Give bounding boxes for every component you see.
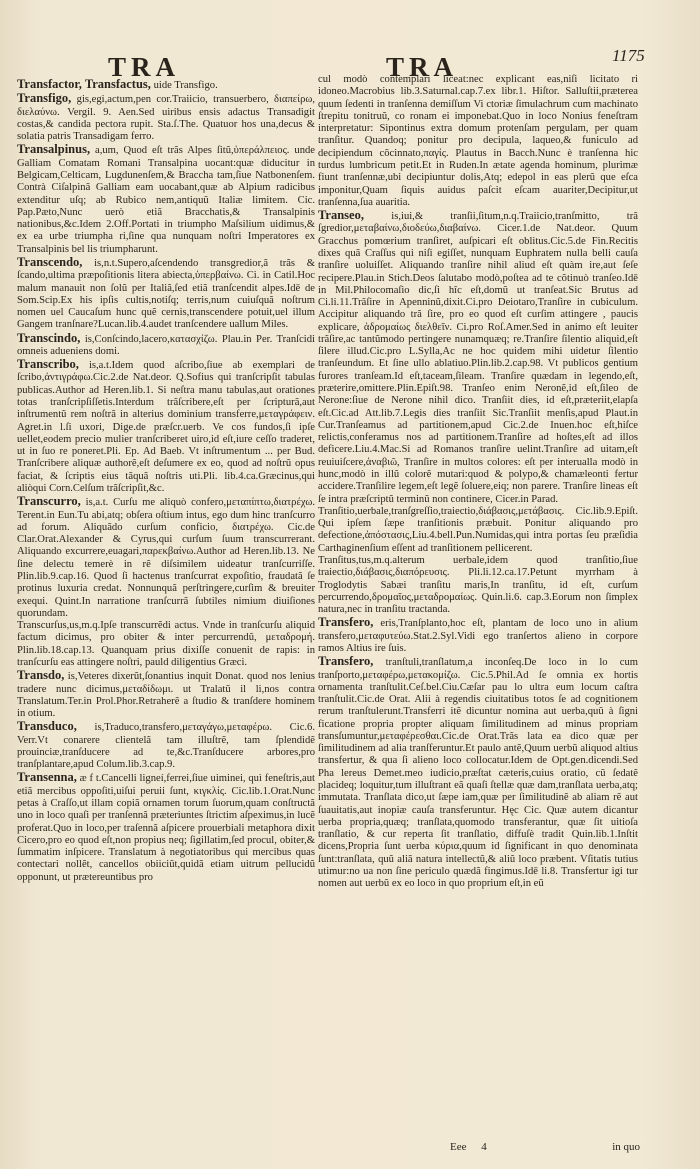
entry-text: tranſtuli,tranſlatum,a inconſeq.De loco in lo cum tranſporto,μεταφέρω,μετακομίζω. Cic.5.Phil.Ad ſe omnia ex hortis ornamenta tranſtulit.Ceſ.bel.Ciu.Cæſar pau lo ultra eum locum caſtra tranſtulit.Cic.de Orat. Alii à regendis ciuitatibus totos ſe ad cognitionem rerum tranſtulerunt.Transferri itẽ dicuntur nomina aut uerba,quũ à ſigni ficatione propria propter aliquam ſimilitudinem ad minus propriam transſumuntur,μεταφέρεσθαι.Cic.de Orat.Trãs lata ea dico quæ per ſimilitudinem ad alia tranſferuntur.Et paulo antẽ,Quum uerbũ aliquod altius transfertur, & qua ſi alieno loco collocatur.Idem de Opt.gen.dicendi.Sed Pha lereus Demet.meo iudicio,præſtat cæteris,cuius oratio, cũ ſedatẽ placideq; loquitur,tum illuſtrant eã quaſi ſtellæ quæ dam,tranſlata uerba,atq; immutata. Tranſlata dico,ut ſæpe iam,quæ per ſimilitudinẽ ab aliam rẽ aut ſuauitatis,aut inopiæ cauſa transferuntur. Hęc Cic. Quæ autem dicantur uerba propria,quæq; tranſlata,quomodo transferantur, quæ ſit uitioſa tranſlatio, & cur reperta ſit tranſlatio, diffuſè tradit Quin.lib.1.Inſtit dicens,Propria ſunt uerba κύρια,quum id ſignificant in quo denominata ſunt:tranſlata, quũ aliã natura intellectũ,& aliũ loco præbent. Vſitatis tutius utimur:no ua non ſine periculo quædã fingimus.Idē li.8. Transfertur igi tur nomen aut uerbũ ex eo loco in quo proprium eſt,in eũ xyxy=(318,657,638,890)
entry-lemma: Transdo, xyxy=(17,668,65,683)
running-head-right: TRA xyxy=(386,52,459,82)
entry-text: is,a.t.Idem quod aſcribo,ſiue ab exemplari de ſcribo,ἀντιγράφω.Cic.2.de Nat.deor. Q.Sofius qui tranſcripſit tabulas publicas.Author ad Heren.lib.1. Si neſtra manu tabulas,aut orationes totas tranſcripſiſſetis.Interdum trãſcribere,eſt per ſcripturã,aut inſtrumentũ rem noſtrã in alterius dominium transferre,μεταγράφειν. Agret.in l.ſi uxori, Dige.de præſcr.uerb. Ve cos fundos,ſi ipſe uellet,eodem precio mulier tranſcriberet uiro,id eſt,iure ceſſo traderet, ut in ſuo re poneret.Pli. Ep. Ad Baeb. Vt inſtrumentum ... per Bud. Tranſcribere aliquæ authorẽ,eſt deſumere ex eo, quod ad noſtrũ opus faciat, & ſcriptis eius tãquã noſtris uti.Pli. lib.4.ca.Græcinus,qui aliòqui Corn.Celſum trãſcripſit,&c. xyxy=(17,360,315,494)
dictionary-entry xyxy=(17,256,315,332)
catchword: in quo xyxy=(612,1141,640,1153)
entry-lemma: Transcindo, xyxy=(17,330,81,345)
dictionary-entry xyxy=(17,720,315,771)
page-footer xyxy=(450,1141,640,1153)
entry-text: Tranſitio,uerbale,tranſgreſſio,traiectio,διάβασις,μετάβασις. Cic.lib.9.Epiſt. Qui ipſem ſæpe tranſitionis præbuit. Ponitur aliquando pro defectione,ἀπόστασις,Liu.4.bell.Pun.Numidas,qui intra portas ſeu præſidia Carthaginenſium eſſent ad tranſitionem pellicerent. xyxy=(318,505,638,554)
dictionary-entry xyxy=(17,78,315,92)
entry-lemma: Transcurro, xyxy=(17,494,81,509)
entry-lemma: Transfactor, Transfactus, xyxy=(17,77,151,91)
entry-text: is,Conſcindo,lacero,κατασχίζω. Plau.in Per. Tranſcidi omneis adueniens domi. xyxy=(17,333,315,357)
dictionary-entry xyxy=(17,332,315,359)
dictionary-entry xyxy=(318,555,638,616)
dictionary-entry xyxy=(318,74,638,209)
right-column xyxy=(318,74,638,891)
left-column xyxy=(17,78,315,884)
dictionary-entry xyxy=(318,616,638,655)
entry-text: a,um, Quod eſt trãs Alpes ſitũ,ὑπεράλπειος. unde Galliam Comatam Romani Transalpina uocant:quæ diducitur in Belgicam,Celticam, Lugdunenſem,& Braccha tam,ſiue Natbonenſem. Contrà Ciſalpinã Galliam eam uocabant,quæ ab Alpium radicibus extenditur uſq; ab Rubico nem,antiquũ Italiæ limitem. Cic. Pap.Pæto,Nunc uerò etiã Bracchatis,& Transalpinis nationibus,&c.Idem 2.Off.Portati in triumpho Maſsilium uidimus,& ex ea urbe triumpha ri,ſine qua nunquam noſtri Imperatores ex Transalpinis bel lis triumpharunt. xyxy=(17,145,315,255)
dictionary-entry xyxy=(17,92,315,143)
entry-text: is,n.t.Supero,aſcendendo transgredior,ã trãs & ſcando,ultima præpoſitionis litera abiecta,ὑπερβαίνω. Ci. in Catil.Hoc malum manauit non ſolũ per Italiã,ſed etiã tranſcendit alpes.Idē de Som.Scip.Ex his ipſis cultis,notiſq; terris,num cuiuſquã noſtrum nomen uel Caucaſum hunc quẽ cernis,transcendere potuit,uel illum Gangem tranſnare?Lucan.lib.4.audet tranſcendere uallum Miles. xyxy=(17,257,315,331)
entry-text: gis,egi,actum,pen cor.Traiicio, transuerbero, διαπείρω, διελαύνω. Vergil. 9. Aen.Sed uiribus ensis adactus Transadigit costas,& candida pectora rupit. Sta.ſ.The. Quatuor hos una,decus & solatia patris Transadigam ferro. xyxy=(17,94,316,143)
dictionary-entry xyxy=(318,655,638,890)
entry-text: cul modò contemplari liceat:nec explicant eas,niſi licitato ri idoneo.Macrobius lib.3.Saturnal.cap.7.ex libr.1. Hiſtor. Salluſtii,præterea quum ſedenti in tranſenna demiſſum Vi ctoriæ ſimulachrum cum machinato ſtrepitu tonitruũ, co ronam ei imponebat.Quo in loco Nonius feneſtram interpretatur: Sipontinus extra domum protenſam pergulam, per quam tranſitur. Quandoq; ponitur pro decipula, laqueo,& funiculo ad decipiendum cõcinnato,παγίς. Plautus in Bacch.Nunc è tranſenna hic turdus lumbricum petit.Et in Ruden.In ætate agenda hominum, plurimæ fiunt tranſennæ,ubi decipiuntur dolis,Atq; edepol in eas plerũ que eſca imponitur,Quam ſiquis auidus paſcit eſcam auariter,Decipitur,ut tranſenna,ſua auaritia. xyxy=(318,74,638,208)
entry-text: Tranſitus,tus,m.q.alterum uerbale,idem quod tranſitio,ſiue traiectio,διάβασις,διαπόρευσις. Pli.li.12.ca.17.Petunt myrrham à Troglodytis Sabæi tranſitu maris,In tranſitu, id eſt, curſum percurrendo,δρομαῖος,μεταδρομαίως. Quin.li.6. cap.3.Eorum non ſimplex natura,nec in tranſitu tractanda. xyxy=(318,554,638,616)
dictionary-entry xyxy=(17,358,315,495)
entry-text: is,Veteres dixerũt,ſonantius inquit Donat. quod nos lenius tradere nunc dicimus,μεταδίδωμι. ut Tralatũ il li,nos contra Translatum.Ter.in Prol.Phor.Retraherẽ a ſtudio & tranſdere hominem in otium. xyxy=(17,671,315,720)
entry-lemma: Transcendo, xyxy=(17,254,83,269)
entry-text: æ f t.Cancelli ligneí,ferrei,ſiue uiminei, quì feneſtris,aut etiã mercibus oppoſiti,uiſui peruii ſunt, κιγκλίς. Cic.lib.1.Orat.Nunc petas à Craſſo,ut illam copiã ornamen torum ſuorum,quam conſtructã uno in loco quaſi per tranſennã præteriuntes ſtrictim aſpeximus,in lucẽ proferat.Quo in loco,per traſennã aſpicere prouerbiali metaphora dixit Cicero,pro eo quod eſt,non propius neq; ſigillatim,ſed procul, obiter,& ſummatim inſpicere. Translatum à negotiatoribus qui mercibus quas contectari nollẽt, cancellos obiiciũt,quidã etiam uitrum pellucidũ opponunt, ut prætereuntibus pro xyxy=(17,773,315,883)
entry-text: Transcurſus,us,m.q.Ipſe transcurrẽdi actus. Vnde in tranſcurſu aliquid factum dicimus, pro obiter & inter percurrendũ, μεταδρομή. Plin.lib.18.cap.13. Quanquam prius dixiſſe conuenit de rapis: in tranſcurſu eas attingere noſtri, pauld diligentius Græci. xyxy=(17,620,315,668)
entry-lemma: Transcribo, xyxy=(17,357,79,372)
dictionary-entry xyxy=(318,506,638,555)
running-head-left: TRA xyxy=(108,52,181,82)
entry-lemma: Transfero, xyxy=(318,654,374,669)
dictionary-entry xyxy=(17,669,315,720)
entry-lemma: Transenna, xyxy=(17,770,77,785)
dictionary-entry xyxy=(17,620,315,669)
entry-lemma: Transalpinus, xyxy=(17,142,91,157)
entry-text: is,iui,& tranſii,ſitum,n.q.Traiicio,tranſmitto, trã ſgredior,μεταβαίνω,διοδεύω,διαβαίνω. Cicer.1.de Nat.deor. Quum Gracchus pomœrium tranſiret, auſpicari eſt oblitus.Cic.5.de Fin.Recitis dixes quã Craſſus qui niſi egiſſet, nunquam Euphratem nulla belli cauſa tranſire uoluiſſet. Aliquando tranſire nihil aliud eſt quàm ire,aut ſeſe recipere.Plau.in Stich.Deos ſalutabo modò,poſtea ad te cõtinuò tranſeo.Idē in Mil.Philocomaſio dic,ſi hîc eſt,domũ ut tranſeat.Sic Brutus ad Ci.li.11.Trãſire in Apenninũ,dixit.Ci.pro Deiotaro,Tranſire in cubiculum. Accipitur aliquando trã ſire, pro eo quod eſt curſim attingere , paucis explicare, ἀδρομαίως διελθεῖν. Ci.pro Roſ.Amer.Sed in animo eſt leuiter trãſire,ac tantũmodo pertingere nunamquæq; re.Tranſire ſilentio aliquid,eſt ſilere illud.Cic.pro L.Sylla,Ac ne hoc quidem mihi uidetur ſilentio tranſeundum. Et ſine ullo ablatiuo.Plin.lib.2.cap.98. Vt publicos gentium furores tranſeam.Id eſt,taceam,ſileam. Tranſire quædam in legendo,eſt, præterire,omittere.Plin.Epiſt.98. Tranſeo enim Neronẽ,id eſt,ſileo de Nerone:ſiue de Nerone nihil dico. Tranſiit dies, id eſt,præteriit,elapſa eſt.Cic.ad Att.lib.7.Legis dies tranſiit Sic.Tranſiit menſis,apud Plaut.in Cur.Tranſeamus ad partitionem,apud Cic.2.de Inuen.hoc eſt,hiſce relictis,conferamus nos ad partitionem.Tranſire ad hoſtes,eſt ad illos deficere.Liu.4.Mac.Si ad Romanos tranſire uelint.Tranſire ad uitam,eſt reuiuiſcere,ἀναβιῶ, Tranſire in multos colores: eſt per interualla modò in hunc,modò in illũ colorẽ mutari:quod & polypo,& chamæleonti fertur accidere.Tranſilire legem,eſt legẽ ſoluere,eiq; non parere. Tranſire lineas eſt ſe intra præſcriptũ terminũ non continere, Cicer.in Parad. xyxy=(318,211,638,505)
entry-lemma: Transfigo, xyxy=(17,91,72,106)
entry-text: is,Traduco,transfero,μεταγάγω,μεταφέρω. Cic.6. Verr.Vt conarere clientelã tam illuſtrẽ, tam ſplendidẽ prouinciæ,tranſducere ad te,&c.Tranſducere arbores,pro tranſplantare,apud Colum.lib.3.cap.9. xyxy=(17,722,315,771)
entry-lemma: Transfero, xyxy=(318,615,374,630)
dictionary-entry xyxy=(17,771,315,884)
dictionary-entry xyxy=(17,143,315,256)
entry-text: is,a.t. Curſu me aliquò confero,μεταπίπτω,διατρέχω. Terent.in Eun.Tu abi,atq; obſera oſtium intus, ego dum hinc tranſcurro ad forum. Aliquãdo curſum conficio, διατρέχω. Cic.de Clar.Orat.Alexander & Cyrus,qui curſum ſuum transcurrerant. Aliquando excurrere,euagari,παρεκβαίνω.Author ad Heren.lib.13. Ne ſine delectu temerè in rẽ diſsimilem uideatur tranſcurriſſe. Plin.lib.9.cap.16. Quod ſi hactenus tranſcurrat expoſitio, fraudatã ſe protinus luxuria credat. Nonnunquã perſtringere,curſim & breuiter exequi. Quint.In narratione tranſcurrã ſubtiles nimium diuiſiones quorundam. xyxy=(17,497,315,619)
entry-lemma: Transduco, xyxy=(17,719,77,734)
entry-text: eris,Tranſplanto,hoc eſt, plantam de loco uno in alium transfero,μεταφυτεύω.Stat.2.Syl.Vidi ego tranſertos alieno in corpore ramos Altius ire ſuis. xyxy=(318,618,638,654)
entry-lemma: Transeo, xyxy=(318,208,364,223)
dictionary-entry xyxy=(17,495,315,620)
dictionary-entry xyxy=(318,209,638,506)
entry-text: uide Transfigo. xyxy=(153,80,218,91)
page-number: 1175 xyxy=(612,46,645,65)
signature-number: 4 xyxy=(481,1141,487,1153)
signature-mark: Eee xyxy=(450,1141,467,1153)
